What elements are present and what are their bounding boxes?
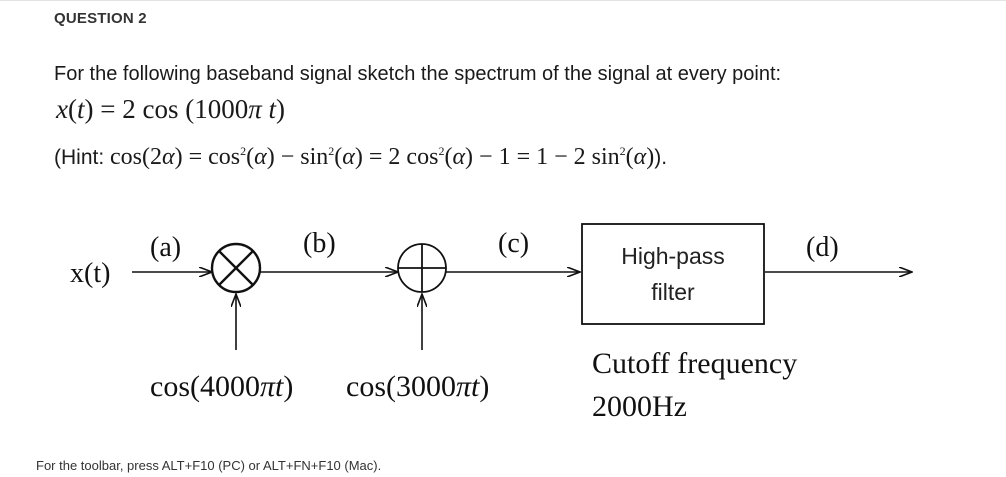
filter-label-line1: High-pass <box>621 243 725 269</box>
carrier-label-2: cos(3000πt) <box>346 370 490 403</box>
point-d-label: (d) <box>806 232 839 263</box>
high-pass-filter-box <box>582 224 764 324</box>
carrier-label-1: cos(4000πt) <box>150 370 294 403</box>
hint-prefix: (Hint: <box>54 146 111 169</box>
multiplier-icon <box>212 244 260 292</box>
filter-label-line2: filter <box>651 279 695 305</box>
cutoff-label-line1: Cutoff frequency <box>592 347 798 380</box>
input-signal-label: x(t) <box>70 258 111 289</box>
point-a-label: (a) <box>150 232 182 263</box>
hint-suffix: ). <box>654 146 668 169</box>
point-c-label: (c) <box>498 228 530 259</box>
question-title: QUESTION 2 <box>54 10 147 27</box>
toolbar-help-text: For the toolbar, press ALT+F10 (PC) or ALT+FN+F10 (Mac). <box>36 458 382 473</box>
question-intro-text: For the following baseband signal sketch the spectrum of the signal at every point: <box>54 63 782 85</box>
cutoff-label-line2: 2000Hz <box>592 390 687 423</box>
adder-icon <box>398 244 446 292</box>
point-b-label: (b) <box>303 228 336 259</box>
signal-equation: x(t) = 2 cos (1000π t) <box>56 94 285 124</box>
trig-identity: $\cos(2\alpha) = \cos^2(\alpha) - \sin^2(\alpha) = 2$ $\cos^2(\alpha) - 1 = 1 - 2$ $\sin^2(\alpha)$ <box>110 144 655 170</box>
